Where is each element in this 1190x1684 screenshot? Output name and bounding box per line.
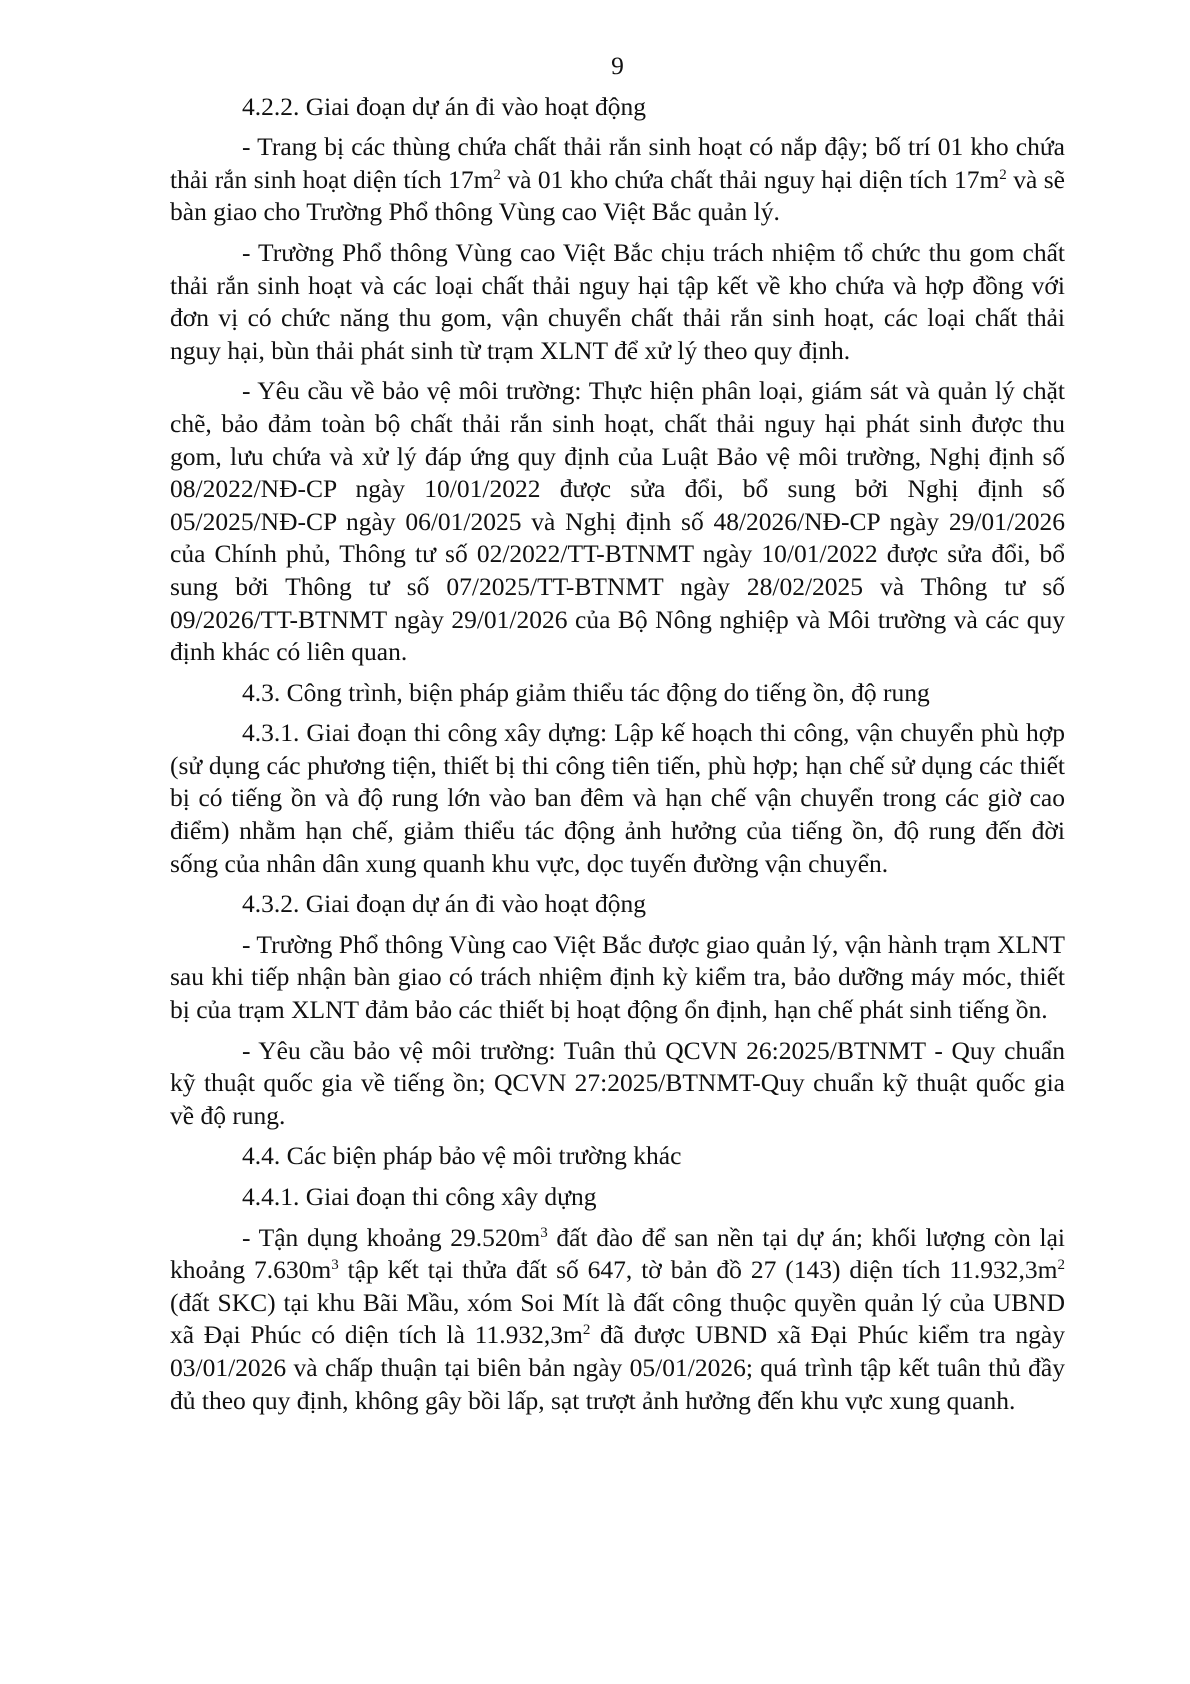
paragraph: - Trang bị các thùng chứa chất thải rắn sinh hoạt có nắp đậy; bố trí 01 kho chứa thải rắn sinh hoạt diện tích $17m^2$ và 01 kho chứa chất thải nguy hại diện tích $17m^2$ và sẽ bàn giao cho Trường Phổ thông Vùng cao Việt Bắc quản lý.: [170, 132, 1065, 227]
paragraph: 4.4. Các biện pháp bảo vệ môi trường khác: [242, 1141, 682, 1171]
page-number: 9: [611, 51, 624, 80]
paragraph: - Tận dụng khoảng $29.520m^3$ đất đào để san nền tại dự án; khối lượng còn lại khoảng $7.630m^3$ tập kết tại thửa đất số 647, tờ bản đồ 27 (143) diện tích $11.932,3m^2$ (đất SKC) tại khu Bãi Mầu, xóm Soi Mít là đất công thuộc quyền quản lý của UBND xã Đại Phúc có diện tích là $11.932,3m^2$ đã được UBND xã Đại Phúc kiểm tra ngày 03/01/2026 và chấp thuận tại biên bản ngày 05/01/2026; quá trình tập kết tuân thủ đầy đủ theo quy định, không gây bồi lấp, sạt trượt ảnh hưởng đến khu vực xung quanh.: [170, 1222, 1066, 1415]
paragraph: - Yêu cầu bảo vệ môi trường: Tuân thủ QCVN 26:2025/BTNMT - Quy chuẩn kỹ thuật quốc gia về tiếng ồn; QCVN 27:2025/BTNMT-Quy chuẩn kỹ thuật quốc gia về độ rung.: [170, 1035, 1065, 1130]
paragraph: 4.3. Công trình, biện pháp giảm thiểu tác động do tiếng ồn, độ rung: [242, 677, 930, 707]
paragraph: 4.2.2. Giai đoạn dự án đi vào hoạt động: [242, 91, 647, 121]
document-page: [170, 50, 1065, 1425]
paragraph: - Trường Phổ thông Vùng cao Việt Bắc được giao quản lý, vận hành trạm XLNT sau khi tiếp nhận bàn giao có trách nhiệm định kỳ kiểm tra, bảo dưỡng máy móc, thiết bị của trạm XLNT đảm bảo các thiết bị hoạt động ổn định, hạn chế phát sinh tiếng ồn.: [170, 929, 1065, 1025]
paragraph: - Yêu cầu về bảo vệ môi trường: Thực hiện phân loại, giám sát và quản lý chặt chẽ, bảo đảm toàn bộ chất thải rắn sinh hoạt, chất thải nguy hại phát sinh được thu gom, lưu chứa và xử lý đáp ứng quy định của Luật Bảo vệ môi trường, Nghị định số 08/2022/NĐ-CP ngày 10/01/2022 được sửa đổi, bổ sung bởi Nghị định số 05/2025/NĐ-CP ngày 06/01/2025 và Nghị định số 48/2026/NĐ-CP ngày 29/01/2026 của Chính phủ, Thông tư số 02/2022/TT-BTNMT ngày 10/01/2022 được sửa đổi, bổ sung bởi Thông tư số 07/2025/TT-BTNMT ngày 28/02/2025 và Thông tư số 09/2026/TT-BTNMT ngày 29/01/2026 của Bộ Nông nghiệp và Môi trường và các quy định khác có liên quan.: [170, 376, 1065, 667]
paragraph: 4.4.1. Giai đoạn thi công xây dựng: [242, 1182, 597, 1211]
document-body: [170, 91, 1065, 1418]
paragraph: 4.3.2. Giai đoạn dự án đi vào hoạt động: [242, 889, 647, 919]
paragraph: - Trường Phổ thông Vùng cao Việt Bắc chịu trách nhiệm tổ chức thu gom chất thải rắn sinh hoạt và các loại chất thải nguy hại tập kết về kho chứa và hợp đồng với đơn vị có chức năng thu gom, vận chuyển chất thải rắn sinh hoạt, các loại chất thải nguy hại, bùn thải phát sinh từ trạm XLNT để xử lý theo quy định.: [170, 237, 1065, 365]
paragraph: 4.3.1. Giai đoạn thi công xây dựng: Lập kế hoạch thi công, vận chuyển phù hợp (sử dụng các phương tiện, thiết bị thi công tiên tiến, phù hợp; hạn chế sử dụng các thiết bị có tiếng ồn và độ rung lớn vào ban đêm và hạn chế vận chuyển trong các giờ cao điểm) nhằm hạn chế, giảm thiểu tác động ảnh hưởng của tiếng ồn, độ rung đến đời sống của nhân dân xung quanh khu vực, dọc tuyến đường vận chuyển.: [170, 718, 1065, 878]
